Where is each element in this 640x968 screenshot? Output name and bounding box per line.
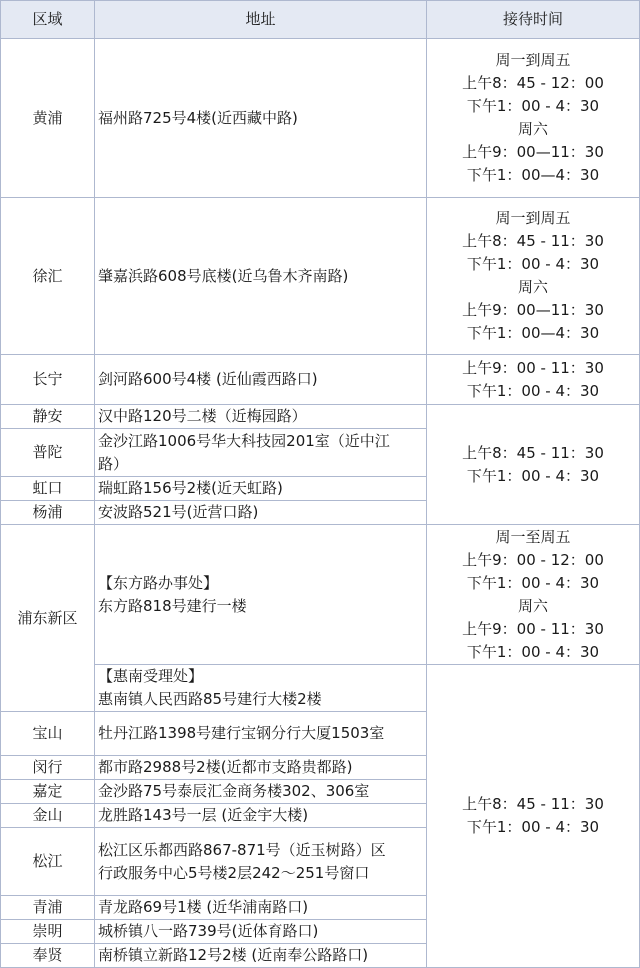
header-hours: 接待时间 — [427, 1, 640, 39]
region-cell: 浦东新区 — [1, 525, 95, 712]
table-row — [1, 355, 640, 405]
header-region: 区域 — [1, 1, 95, 39]
region-cell: 普陀 — [1, 429, 95, 477]
header-row — [1, 1, 640, 39]
address-cell: 剑河路600号4楼 (近仙霞西路口) — [95, 355, 427, 405]
address-cell: 龙胜路143号一层 (近金宇大楼) — [95, 804, 427, 828]
table-row — [1, 405, 640, 429]
table-row — [1, 665, 640, 712]
hours-cell: 周一到周五 上午8：45 - 12：00 下午1：00 - 4：30 周六 上午9：00—11：30 下午1：00—4：30 — [427, 39, 640, 198]
region-cell: 宝山 — [1, 712, 95, 756]
address-cell: 肇嘉浜路608号底楼(近乌鲁木齐南路) — [95, 198, 427, 355]
address-cell: 福州路725号4楼(近西藏中路) — [95, 39, 427, 198]
region-cell: 金山 — [1, 804, 95, 828]
address-cell: 青龙路69号1楼 (近华浦南路口) — [95, 896, 427, 920]
address-cell: 城桥镇八一路739号(近体育路口) — [95, 920, 427, 944]
header-address: 地址 — [95, 1, 427, 39]
address-cell: 都市路2988号2楼(近都市支路贵都路) — [95, 756, 427, 780]
region-cell: 嘉定 — [1, 780, 95, 804]
address-cell: 南桥镇立新路12号2楼 (近南奉公路路口) — [95, 944, 427, 968]
region-cell: 黄浦 — [1, 39, 95, 198]
region-cell: 松江 — [1, 828, 95, 896]
region-cell: 青浦 — [1, 896, 95, 920]
region-cell: 闵行 — [1, 756, 95, 780]
address-cell: 安波路521号(近营口路) — [95, 501, 427, 525]
hours-cell: 周一至周五 上午9：00 - 12：00 下午1：00 - 4：30 周六 上午9：00 - 11：30 下午1：00 - 4：30 — [427, 525, 640, 665]
address-cell: 汉中路120号二楼（近梅园路） — [95, 405, 427, 429]
region-cell: 静安 — [1, 405, 95, 429]
region-cell: 长宁 — [1, 355, 95, 405]
address-cell: 松江区乐都西路867-871号（近玉树路）区 行政服务中心5号楼2层242～251号窗口 — [95, 828, 427, 896]
table-row — [1, 198, 640, 355]
table-row — [1, 525, 640, 665]
address-cell: 【惠南受理处】 惠南镇人民西路85号建行大楼2楼 — [95, 665, 427, 712]
region-cell: 徐汇 — [1, 198, 95, 355]
region-cell: 虹口 — [1, 477, 95, 501]
region-cell: 奉贤 — [1, 944, 95, 968]
address-cell: 金沙江路1006号华大科技园201室（近中江 路） — [95, 429, 427, 477]
address-cell: 牡丹江路1398号建行宝钢分行大厦1503室 — [95, 712, 427, 756]
table-row — [1, 39, 640, 198]
hours-cell: 上午8：45 - 11：30 下午1：00 - 4：30 — [427, 665, 640, 968]
hours-cell: 周一到周五 上午8：45 - 11：30 下午1：00 - 4：30 周六 上午9：00—11：30 下午1：00—4：30 — [427, 198, 640, 355]
hours-cell: 上午8：45 - 11：30 下午1：00 - 4：30 — [427, 405, 640, 525]
region-cell: 崇明 — [1, 920, 95, 944]
region-cell: 杨浦 — [1, 501, 95, 525]
address-cell: 瑞虹路156号2楼(近天虹路) — [95, 477, 427, 501]
hours-cell: 上午9：00 - 11：30 下午1：00 - 4：30 — [427, 355, 640, 405]
address-cell: 【东方路办事处】 东方路818号建行一楼 — [95, 525, 427, 665]
address-cell: 金沙路75号泰辰汇金商务楼302、306室 — [95, 780, 427, 804]
